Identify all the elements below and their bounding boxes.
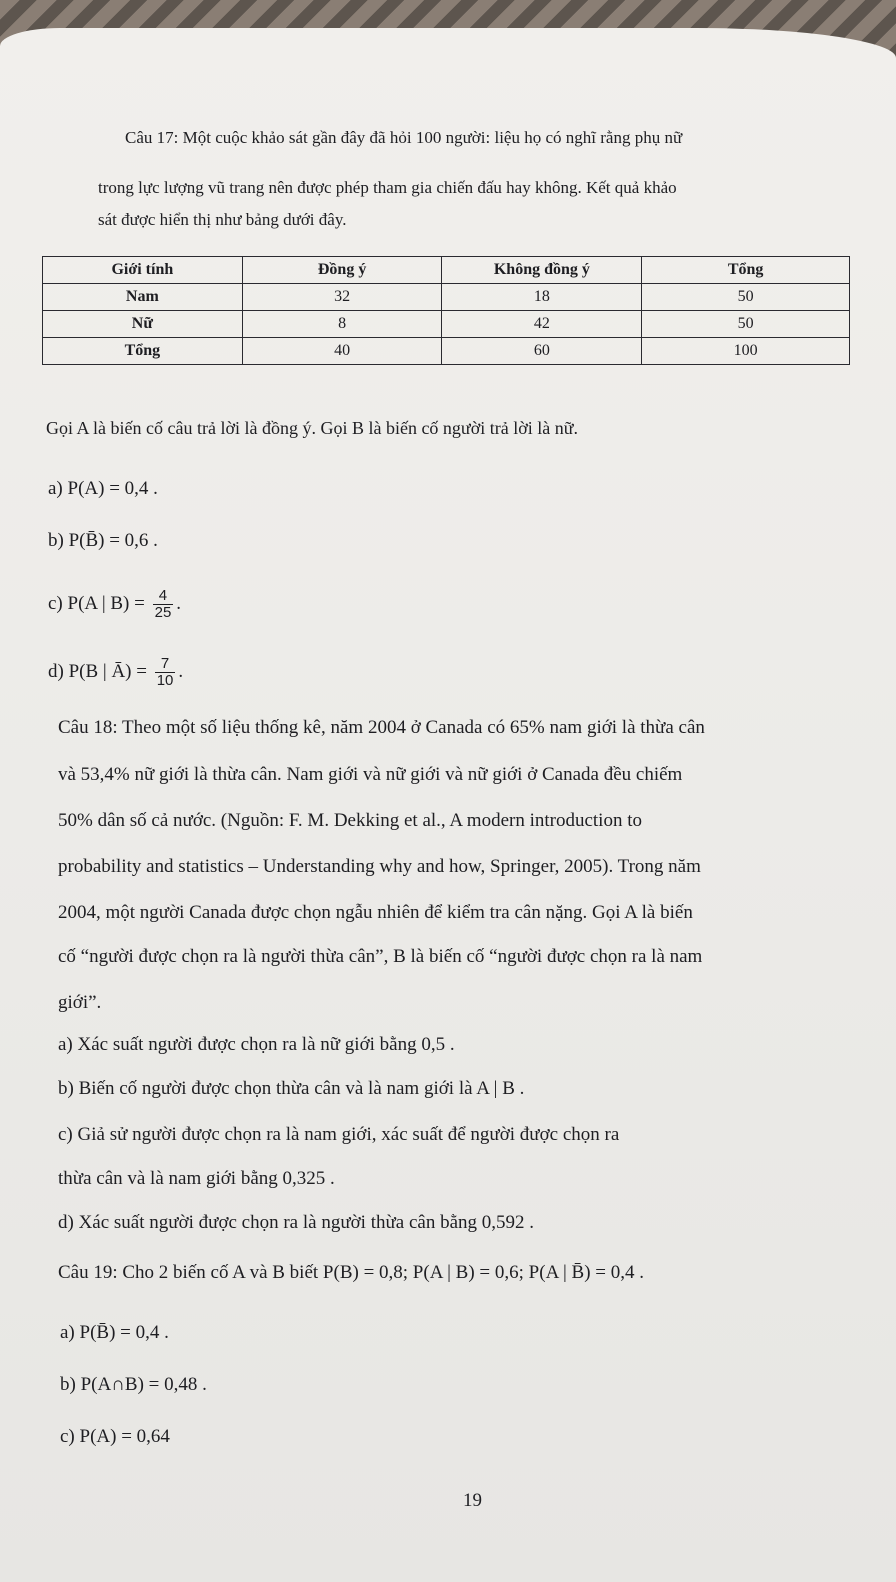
fraction: [153, 588, 174, 621]
table-cell: Nam: [43, 284, 243, 311]
q17-line-3: sát được hiển thị như bảng dưới đây.: [98, 210, 347, 229]
q17-option-d: d) P(B | Ā) = $\frac{7}{10}$ .: [48, 655, 184, 689]
fraction-numerator: 7: [155, 656, 176, 673]
survey-table: [42, 256, 850, 365]
table-header-row: [43, 257, 850, 284]
q18-line-7: giới”.: [58, 992, 102, 1013]
page-number: 19: [463, 1490, 482, 1511]
table-cell: 50: [642, 284, 850, 311]
table-cell: 8: [242, 311, 442, 338]
table-row: [43, 338, 850, 365]
table-cell: 60: [442, 338, 642, 365]
table-row: [43, 284, 850, 311]
q18-option-b: b) Biến cố người được chọn thừa cân và là nam giới là A | B .: [58, 1078, 525, 1099]
table-cell: Nữ: [43, 311, 243, 338]
table-cell: 42: [442, 311, 642, 338]
table-cell: 32: [242, 284, 442, 311]
q19-stem: Câu 19: Cho 2 biến cố A và B biết P(B) = 0,8; P(A | B) = 0,6; P(A | B̄) = 0,4 .: [58, 1262, 645, 1283]
header-cell: Giới tính: [43, 257, 243, 284]
q19-option-a: a) P(B̄) = 0,4 .: [60, 1322, 169, 1343]
header-cell: Không đồng ý: [442, 257, 642, 284]
q17-option-c: c) P(A | B) = $\frac{4}{25}$ .: [48, 587, 182, 621]
q17-line-1: Câu 17: Một cuộc khảo sát gần đây đã hỏi 100 người: liệu họ có nghĩ rằng phụ nữ: [125, 128, 683, 147]
fraction: [155, 656, 176, 689]
q18-line-6: cố “người được chọn ra là người thừa cân”, B là biến cố “người được chọn ra là nam: [58, 946, 703, 967]
q18-line-5: 2004, một người Canada được chọn ngẫu nhiên để kiểm tra cân nặng. Gọi A là biến: [58, 902, 693, 923]
header-cell: Tổng: [642, 257, 850, 284]
table-cell: 50: [642, 311, 850, 338]
q17-line-2: trong lực lượng vũ trang nên được phép tham gia chiến đấu hay không. Kết quả khảo: [98, 178, 677, 197]
q17-option-c-expr: c) P(A | B) =: [48, 592, 145, 614]
q17-option-a: a) P(A) = 0,4 .: [48, 478, 158, 499]
q18-line-4: probability and statistics – Understanding why and how, Springer, 2005). Trong năm: [58, 856, 701, 877]
q17-option-d-expr: d) P(B | Ā) =: [48, 660, 147, 682]
q17-intro: Gọi A là biến cố câu trả lời là đồng ý. Gọi B là biến cố người trả lời là nữ.: [46, 418, 578, 438]
q18-option-c-line-1: c) Giả sử người được chọn ra là nam giới, xác suất để người được chọn ra: [58, 1124, 620, 1145]
table-cell: 40: [242, 338, 442, 365]
q18-line-1: Câu 18: Theo một số liệu thống kê, năm 2004 ở Canada có 65% nam giới là thừa cân: [58, 717, 705, 738]
q18-option-d: d) Xác suất người được chọn ra là người thừa cân bằng 0,592 .: [58, 1212, 535, 1233]
q19-option-c: c) P(A) = 0,64: [60, 1426, 170, 1447]
table-cell: Tổng: [43, 338, 243, 365]
q19-option-b: b) P(A∩B) = 0,48 .: [60, 1374, 207, 1395]
q18-line-3: 50% dân số cả nước. (Nguồn: F. M. Dekking et al., A modern introduction to: [58, 810, 642, 831]
fraction-denominator: 10: [156, 672, 174, 689]
q18-option-c-line-2: thừa cân và là nam giới bằng 0,325 .: [58, 1168, 335, 1189]
q18-option-a: a) Xác suất người được chọn ra là nữ giới bằng 0,5 .: [58, 1034, 455, 1055]
fraction-denominator: 25: [154, 604, 172, 621]
table-cell: 18: [442, 284, 642, 311]
fraction-numerator: 4: [153, 588, 174, 605]
header-cell: Đồng ý: [242, 257, 442, 284]
table-row: [43, 311, 850, 338]
q18-line-2: và 53,4% nữ giới là thừa cân. Nam giới và nữ giới và nữ giới ở Canada đều chiếm: [58, 764, 683, 785]
table-cell: 100: [642, 338, 850, 365]
q17-option-b: b) P(B̄) = 0,6 .: [48, 530, 158, 551]
